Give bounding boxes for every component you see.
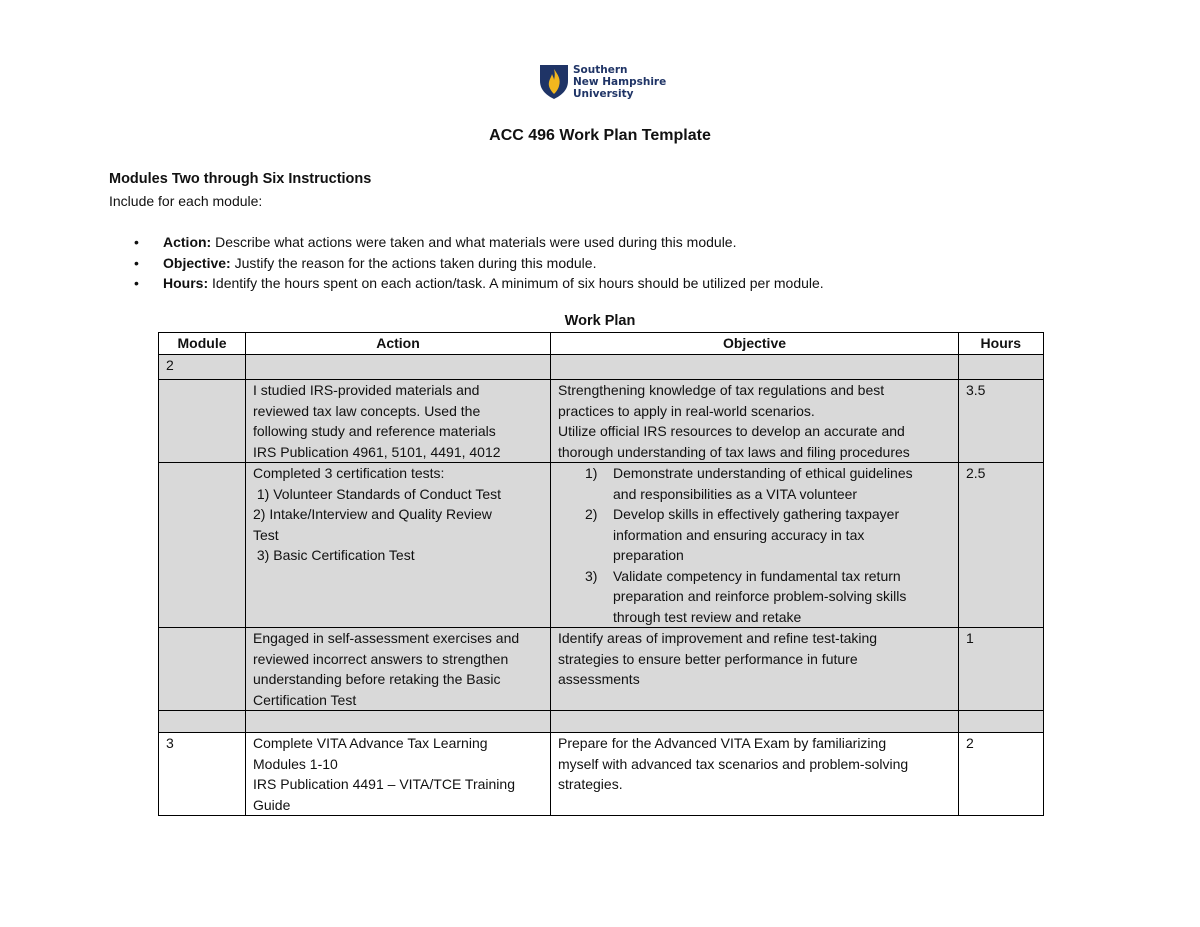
header-hours: Hours	[959, 333, 1044, 355]
logo-line-3: University	[573, 88, 634, 100]
bullet-term: Objective:	[163, 254, 231, 271]
hours-cell: 2	[959, 733, 1044, 816]
objective-line: Develop skills in effectively gathering taxpayer	[613, 506, 900, 522]
bullet-term: Action:	[163, 234, 212, 250]
objective-cell	[551, 733, 959, 816]
action-line: I studied IRS-provided materials and	[253, 382, 480, 398]
action-line: Engaged in self-assessment exercises and	[253, 630, 520, 646]
logo-line-2: New Hampshire	[573, 76, 667, 88]
objective-list-item	[558, 504, 951, 566]
list-number: 2)	[585, 506, 598, 522]
objective-line: assessments	[558, 671, 640, 687]
logo-line-1: Southern	[573, 64, 628, 76]
bullet-objective	[134, 253, 824, 274]
objective-cell	[551, 380, 959, 463]
logo-wordmark	[573, 64, 666, 100]
action-line: Completed 3 certification tests:	[253, 465, 445, 481]
list-number: 3)	[585, 567, 598, 584]
header-objective: Objective	[551, 333, 959, 355]
action-line: 2) Intake/Interview and Quality Review	[253, 506, 492, 522]
objective-line: Prepare for the Advanced VITA Exam by familiarizing	[558, 735, 887, 751]
document-title: ACC 496 Work Plan Template	[489, 127, 711, 144]
objective-line: preparation and reinforce problem-solving skills	[613, 588, 907, 604]
objective-list-item	[558, 566, 951, 628]
table-row	[159, 463, 1044, 628]
instructions-heading: Modules Two through Six Instructions	[109, 171, 372, 187]
module-cell	[159, 628, 246, 711]
table-row	[159, 355, 1044, 380]
hours-cell	[959, 711, 1044, 733]
objective-line: myself with advanced tax scenarios and problem-solving	[558, 755, 909, 772]
work-plan-table	[158, 332, 1044, 816]
instructions-intro: Include for each module:	[109, 193, 263, 209]
objective-line: Utilize official IRS resources to develop an accurate and	[558, 423, 905, 439]
action-line: reviewed incorrect answers to strengthen	[253, 650, 509, 667]
table-caption: Work Plan	[564, 313, 636, 329]
objective-line: Validate competency in fundamental tax return	[613, 567, 901, 584]
objective-line: Identify areas of improvement and refine test-taking	[558, 630, 878, 646]
objective-cell	[551, 463, 959, 628]
module-cell	[159, 711, 246, 733]
instructions-bullet-list	[134, 232, 824, 294]
module-cell: 2	[159, 355, 246, 380]
objective-line: through test review and retake	[613, 608, 802, 625]
hours-cell: 2.5	[959, 463, 1044, 628]
hours-cell: 3.5	[959, 380, 1044, 463]
list-number: 1)	[585, 465, 598, 481]
action-line: IRS Publication 4491 – VITA/TCE Training	[253, 776, 515, 792]
action-cell	[246, 355, 551, 380]
bullet-text: Identify the hours spent on each action/task. A minimum of six hours should be utilized per module.	[208, 275, 824, 291]
action-line: 1) Volunteer Standards of Conduct Test	[253, 485, 502, 502]
bullet-text: Describe what actions were taken and what materials were used during this module.	[211, 234, 737, 250]
objective-line: Strengthening knowledge of tax regulations and best	[558, 382, 885, 398]
shield-flame-icon	[539, 64, 569, 100]
header-module: Module	[159, 333, 246, 355]
objective-line: strategies.	[558, 776, 623, 792]
objective-list-item	[558, 463, 951, 504]
action-cell	[246, 628, 551, 711]
objective-numbered-list	[558, 463, 951, 627]
module-cell	[159, 463, 246, 628]
university-logo	[539, 64, 666, 100]
table-row	[159, 628, 1044, 711]
objective-line: Demonstrate understanding of ethical guidelines	[613, 465, 913, 481]
objective-line: strategies to ensure better performance in future	[558, 650, 858, 667]
action-line: following study and reference materials	[253, 423, 496, 439]
objective-cell	[551, 628, 959, 711]
action-line: Complete VITA Advance Tax Learning	[253, 735, 488, 751]
objective-line: information and ensuring accuracy in tax	[613, 526, 865, 543]
action-line: IRS Publication 4961, 5101, 4491, 4012	[253, 443, 501, 460]
bullet-text: Justify the reason for the actions taken during this module.	[230, 254, 597, 271]
table-header-row	[159, 333, 1044, 355]
action-line: understanding before retaking the Basic	[253, 671, 501, 687]
table-row	[159, 733, 1044, 816]
bullet-icon: •	[134, 234, 139, 250]
bullet-hours	[134, 273, 824, 294]
action-cell	[246, 380, 551, 463]
objective-line: and responsibilities as a VITA volunteer	[613, 485, 858, 502]
hours-cell: 1	[959, 628, 1044, 711]
header-action: Action	[246, 333, 551, 355]
action-line: Certification Test	[253, 691, 357, 708]
module-cell	[159, 380, 246, 463]
action-line: Test	[253, 526, 279, 543]
bullet-term: Hours:	[163, 275, 209, 291]
bullet-action	[134, 232, 824, 253]
action-line: Guide	[253, 796, 291, 813]
bullet-icon: •	[134, 254, 139, 271]
objective-line: practices to apply in real-world scenarios.	[558, 402, 815, 419]
table-row	[159, 380, 1044, 463]
objective-cell	[551, 355, 959, 380]
objective-line: preparation	[613, 547, 684, 563]
module-cell: 3	[159, 733, 246, 816]
action-line: Modules 1-10	[253, 755, 338, 772]
action-line: 3) Basic Certification Test	[253, 547, 415, 563]
action-cell	[246, 711, 551, 733]
table-row	[159, 711, 1044, 733]
hours-cell	[959, 355, 1044, 380]
objective-cell	[551, 711, 959, 733]
objective-line: thorough understanding of tax laws and filing procedures	[558, 443, 910, 460]
action-cell	[246, 733, 551, 816]
action-cell	[246, 463, 551, 628]
action-line: reviewed tax law concepts. Used the	[253, 402, 481, 419]
bullet-icon: •	[134, 275, 139, 291]
